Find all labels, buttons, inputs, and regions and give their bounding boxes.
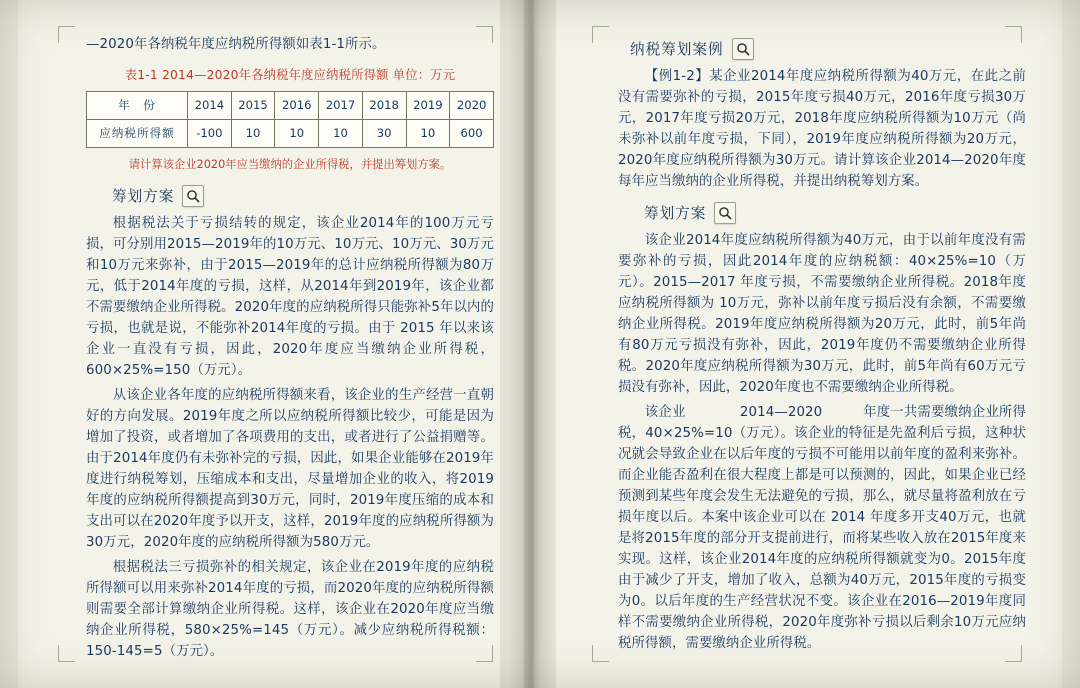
table-caption: 表1-1 2014—2020年各纳税年度应纳税所得额 单位：万元 — [124, 68, 456, 82]
book-spine-shadow — [508, 0, 554, 688]
crop-mark-top-right-inner — [592, 26, 609, 43]
left-paragraph-2: 从该企业各年度的应纳税所得额来看，该企业的生产经营一直朝好的方向发展。2019年度之所以应纳税所得额比较少，可能是因为增加了投资，或者增加了各项费用的支出，或者进行了公益捐赠等。由于2014年度仍有未弥补完的亏损，因此，如果企业能够在2019年度进行纳税筹划，压缩成本和支出，尽量增加企业的收入，将2019年度的应纳税所得额提高到30万元，同时，2019年度压缩的成本和支出可以在2020年度予以开支，这样，2019年度的应纳税所得额为30万元，2020年度的应纳税所得额为580万元。 — [86, 388, 494, 550]
table-year-cell: 2018 — [362, 92, 406, 120]
right-plan-heading — [618, 202, 1026, 224]
left-paragraph-3: 根据税法三亏损弥补的相关规定，该企业在2019年度的应纳税所得额可以用来弥补2014年度的亏损，而2020年度的应纳税所得额则需要全部计算缴纳企业所得税。这样，该企业在2020年度应当缴纳企业所得税，580×25%=145（万元）。减少应纳税所得税额：150-145=5（万元）。 — [86, 560, 494, 659]
search-icon[interactable] — [714, 202, 736, 224]
table-year-cell: 2019 — [406, 92, 450, 120]
left-plan-heading — [86, 185, 494, 207]
intro-line: —2020年各纳税年度应纳税所得额如表1-1所示。 — [86, 37, 386, 52]
table-value-cell: 10 — [319, 120, 363, 148]
case-intro-paragraph: 【例1-2】某企业2014年度应纳税所得额为40万元，在此之前没有需要弥补的亏损，2015年度亏损40万元，2016年度亏损30万元，2017年度亏损20万元，2018年度应纳税所得额为10万元（尚未弥补以前年度亏损，下同），2019年度应纳税所得额为20万元，2020年度应纳税所得额为30万元。请计算该企业2014—2020年度每年应当缴纳的企业所得税，并提出纳税筹划方案。 — [618, 69, 1026, 189]
right-plan-heading-label: 筹划方案 — [644, 204, 707, 222]
table-row-header — [87, 92, 494, 120]
right-page-column — [618, 34, 1026, 658]
table-row — [87, 120, 494, 148]
search-icon[interactable] — [182, 185, 204, 207]
table-value-cell: -100 — [188, 120, 232, 148]
table-value-cell: 600 — [450, 120, 494, 148]
income-table — [86, 91, 494, 148]
table-year-cell: 2017 — [319, 92, 363, 120]
table-year-cell: 2020 — [450, 92, 494, 120]
table-row-label: 应纳税所得额 — [87, 120, 188, 148]
left-paragraph-1: 根据税法关于亏损结转的规定，该企业2014年的100万元亏损，可分别用2015—2019年的10万元、10万元、10万元、30万元和10万元来弥补，由于2015—2019年的总计应纳税所得额为80万元，低于2014年度的亏损，这样，从2014年到2019年，该企业都不需要缴纳企业所得税。2020年度的应纳税所得只能弥补5年以内的亏损，也就是说，不能弥补2014年度的亏损。由于 2015 年以来该企业一直没有亏损，因此，2020年度应当缴纳企业所得税，600×25%=150（万元）。 — [86, 216, 494, 378]
right-paragraph-1: 该企业2014年度应纳税所得额为40万元，由于以前年度没有需要弥补的亏损，因此2014年度的应纳税额：40×25%=10（万元）。2015—2017 年度亏损，不需要缴纳企业所得税。2018年度应纳税所得额为 10万元，弥补以前年度亏损后没有余额，不需要缴纳企业所得税。2019年度应纳税所得额为20万元，此时，前5年尚有80万元亏损没有弥补，因此，2019年度仍不需要缴纳企业所得税。2020年度应纳税所得额为30万元，此时，前5年尚有60万元亏损没有弥补，因此，2020年度也不需要缴纳企业所得税。 — [618, 233, 1026, 395]
table-value-cell: 10 — [406, 120, 450, 148]
table-year-cell: 2015 — [231, 92, 275, 120]
table-note: 请计算该企业2020年应当缴纳的企业所得税，并提出筹划方案。 — [128, 158, 452, 171]
left-plan-heading-label: 筹划方案 — [112, 187, 175, 205]
right-paragraph-2: 该企业 2014—2020 年度一共需要缴纳企业所得税，40×25%=10（万元）。该企业的特征是先盈利后亏损，这种状况就会导致企业在以后年度的亏损不可能用以前年度的盈利来弥补。而企业能否盈利在很大程度上都是可以预测的，因此，如果企业已经预测到某些年度会发生无法避免的亏损，那么，就尽量将盈利放在亏损年度以后。本案中该企业可以在 2014 年度多开支40万元，也就是将2015年度的部分开支提前进行，而将某些收入放在2015年度来实现。这样，该企业2014年度的应纳税所得额就变为0。2015年度由于减少了开支，增加了收入，总额为40万元，2015年度的亏损变为0。以后年度的生产经营状况不变。该企业在2016—2019年度同样不需要缴纳企业所得税，2020年度弥补亏损以后剩余10万元应纳税所得额，需要缴纳企业所得税。 — [618, 405, 1026, 651]
table-year-cell: 2016 — [275, 92, 319, 120]
table-value-cell: 10 — [231, 120, 275, 148]
crop-mark-bottom-right-inner — [592, 645, 609, 662]
search-icon[interactable] — [732, 38, 754, 60]
table-header-label: 年 份 — [87, 92, 188, 120]
crop-mark-bottom-left — [58, 645, 75, 662]
case-heading-label: 纳税筹划案例 — [630, 40, 724, 58]
table-value-cell: 10 — [275, 120, 319, 148]
crop-mark-top-left — [58, 26, 75, 43]
table-year-cell: 2014 — [188, 92, 232, 120]
case-heading — [618, 38, 1026, 60]
table-value-cell: 30 — [362, 120, 406, 148]
left-page-column — [86, 34, 494, 666]
